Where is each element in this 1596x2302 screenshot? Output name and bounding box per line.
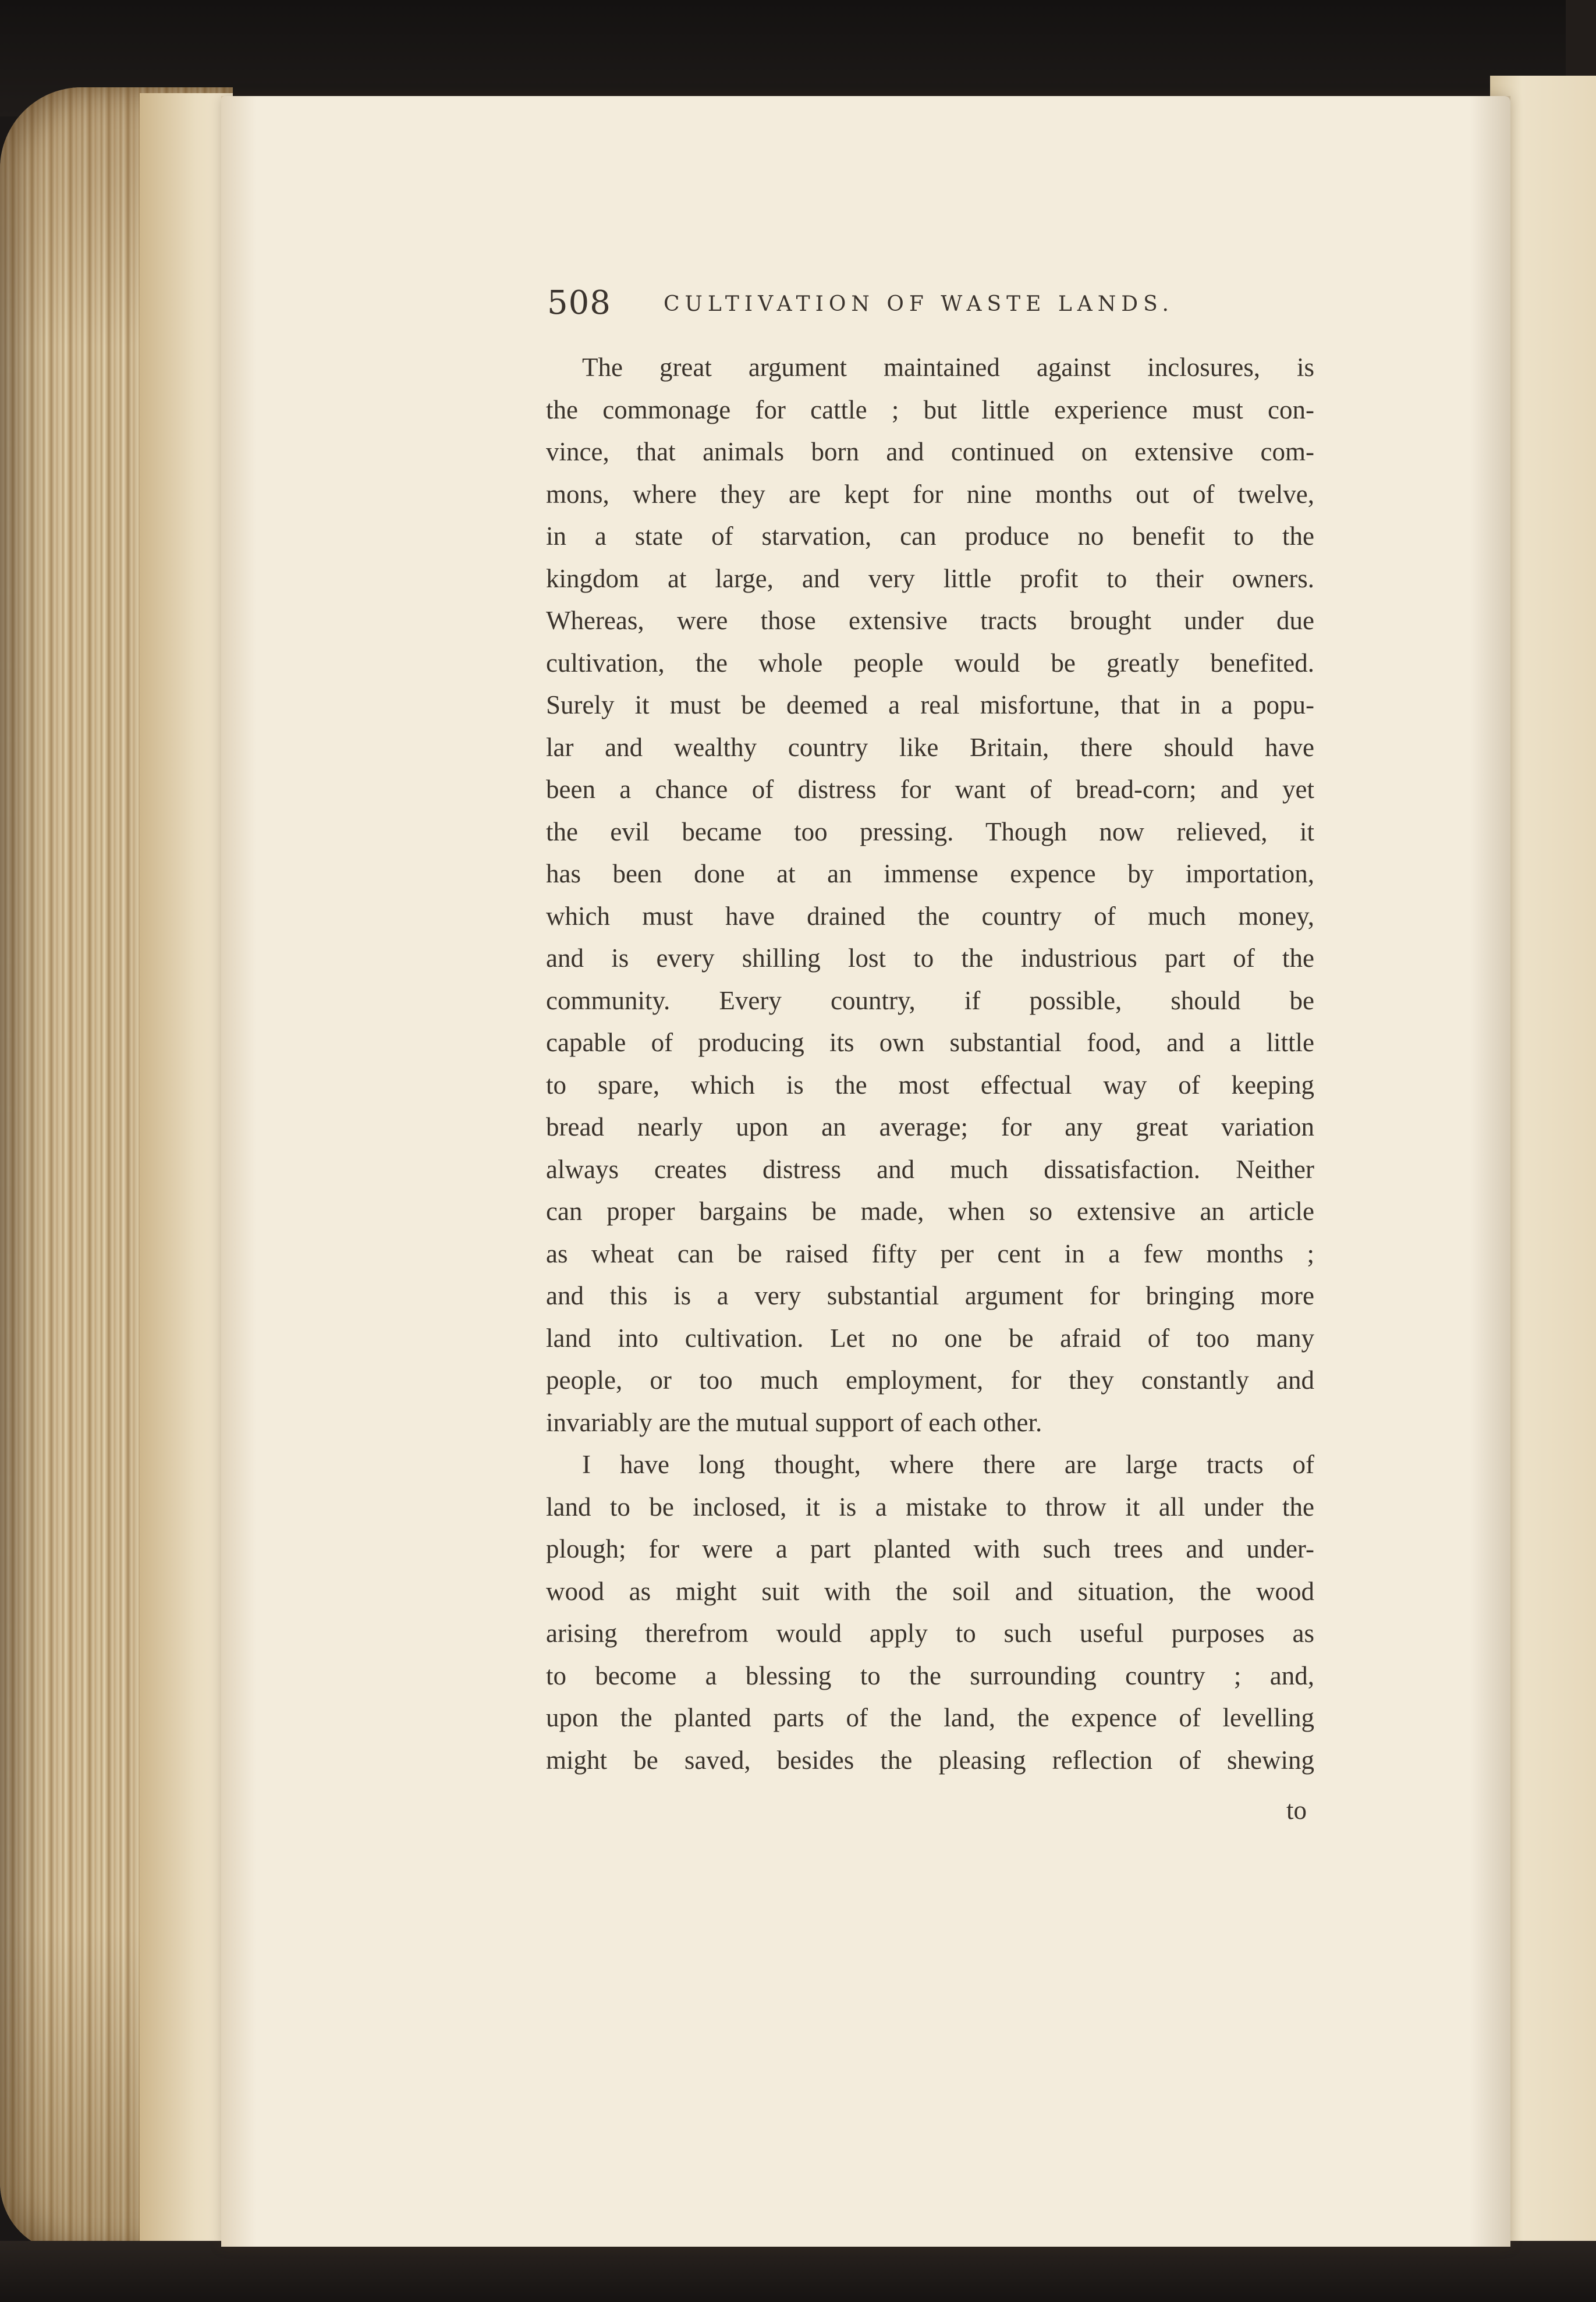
background-bottom: [0, 2241, 1596, 2302]
text-line: wood as might suit with the soil and situation, the wood: [546, 1576, 1314, 1606]
text-line: the evil became too pressing. Though now relieved, it: [546, 817, 1314, 846]
text-line: bread nearly upon an average; for any great variation: [546, 1112, 1314, 1141]
text-line: as wheat can be raised fifty per cent in a few months ;: [546, 1239, 1314, 1268]
text-line: kingdom at large, and very little profit to their owners.: [546, 563, 1314, 593]
page-number: 508: [547, 284, 611, 322]
text-line: people, or too much employment, for they constantly and: [546, 1365, 1314, 1395]
text-line: might be saved, besides the pleasing reflection of shewing: [546, 1745, 1314, 1775]
text-line: land into cultivation. Let no one be afraid of too many: [546, 1323, 1314, 1353]
catchword: to: [1286, 1796, 1307, 1825]
text-line: capable of producing its own substantial food, and a little: [546, 1028, 1314, 1057]
text-line: arising therefrom would apply to such useful purposes as: [546, 1619, 1314, 1648]
text-line: upon the planted parts of the land, the expence of levelling: [546, 1703, 1314, 1732]
text-line: Surely it must be deemed a real misfortune, that in a popu-: [546, 690, 1314, 719]
text-line: mons, where they are kept for nine months out of twelve,: [546, 479, 1314, 509]
text-line: and is every shilling lost to the industrious part of the: [546, 943, 1314, 973]
text-line: lar and wealthy country like Britain, there should have: [546, 732, 1314, 762]
text-line: to spare, which is the most effectual way of keeping: [546, 1070, 1314, 1099]
text-line: in a state of starvation, can produce no benefit to the: [546, 522, 1314, 551]
text-line: can proper bargains be made, when so extensive an article: [546, 1197, 1314, 1226]
text-line: been a chance of distress for want of bread-corn; and yet: [546, 775, 1314, 804]
text-line: invariably are the mutual support of each other.: [546, 1407, 1042, 1437]
running-head: CULTIVATION OF WASTE LANDS.: [664, 292, 1174, 316]
text-line: The great argument maintained against inclosures, is: [582, 353, 1314, 382]
text-line: I have long thought, where there are large tracts of: [582, 1450, 1314, 1479]
text-line: land to be inclosed, it is a mistake to throw it all under the: [546, 1492, 1314, 1521]
text-line: has been done at an immense expence by importation,: [546, 859, 1314, 888]
text-line: community. Every country, if possible, should be: [546, 985, 1314, 1015]
text-line: always creates distress and much dissatisfaction. Neither: [546, 1154, 1314, 1184]
body-text: [546, 346, 1314, 1781]
text-line: vince, that animals born and continued on extensive com-: [546, 437, 1314, 466]
text-line: cultivation, the whole people would be greatly benefited.: [546, 648, 1314, 678]
text-line: the commonage for cattle ; but little experience must con-: [546, 395, 1314, 424]
page-gutter: [140, 93, 233, 2247]
text-line: which must have drained the country of much money,: [546, 901, 1314, 931]
text-line: plough; for were a part planted with such trees and under-: [546, 1534, 1314, 1563]
text-line: Whereas, were those extensive tracts brought under due: [546, 606, 1314, 635]
page-header: [547, 284, 1310, 331]
text-line: to become a blessing to the surrounding country ; and,: [546, 1661, 1314, 1690]
text-line: and this is a very substantial argument for bringing more: [546, 1281, 1314, 1310]
